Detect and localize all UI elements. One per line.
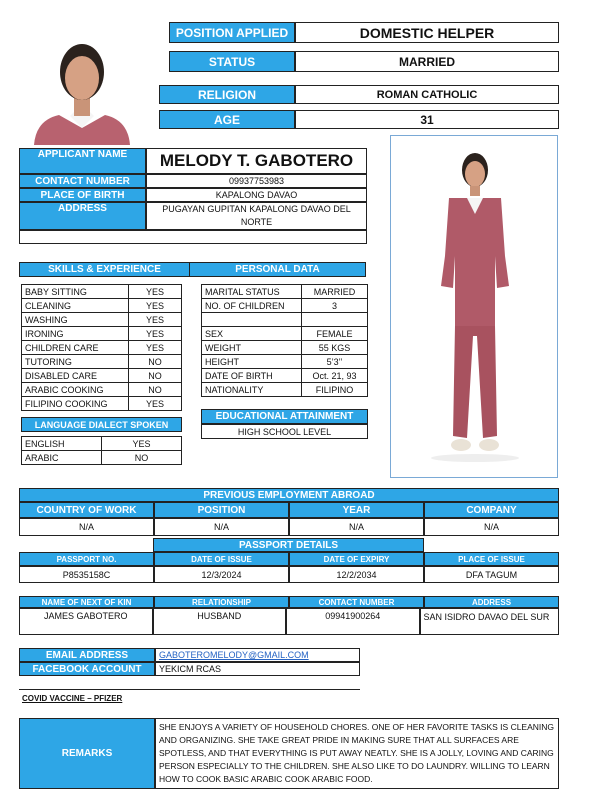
kin-cell: HUSBAND: [153, 608, 287, 635]
remarks-text: SHE ENJOYS A VARIETY OF HOUSEHOLD CHORES. ONE OF HER FAVORITE TASKS IS CLEANING AND ORGANIZING. SHE TAKE GREAT PRIDE IN MAKING SURE THAT ALL SURFACES ARE SPOTLESS, AND THAT EVERYTHING IS PUT AWAY NEATLY. SHE IS A JOLLY, LOVING AND CARING PERSON ESPECIALLY TO THE CHILDREN. SHE ALSO LIKE TO DO LAUNDRY. WILLING TO LEARN HOW TO COOK BASIC ARABIC COOK ARABIC FOOD.: [155, 718, 559, 789]
covid-vaccine: COVID VACCINE – PFIZER: [22, 694, 123, 703]
skill-row: [22, 285, 182, 299]
row-label: CLEANING: [22, 299, 129, 313]
row-value: FEMALE: [302, 327, 368, 341]
row-label: CHILDREN CARE: [22, 341, 129, 355]
row-value: 5’3’’: [302, 355, 368, 369]
personal-row: [202, 299, 368, 313]
email-value[interactable]: GABOTEROMELODY@GMAIL.COM: [155, 648, 360, 662]
row-value: FILIPINO: [302, 383, 368, 397]
kin-cell: 09941900264: [286, 608, 420, 635]
language-row: [22, 437, 182, 451]
kin-header: ADDRESS: [424, 596, 559, 608]
skill-row: [22, 341, 182, 355]
employment-cell: N/A: [289, 518, 424, 536]
age-value: 31: [295, 110, 559, 129]
status-label: STATUS: [169, 51, 295, 72]
passport-values: [19, 566, 559, 583]
row-label: ENGLISH: [22, 437, 102, 451]
row-value: YES: [129, 341, 182, 355]
kin-cell: SAN ISIDRO DAVAO DEL SUR: [420, 608, 560, 635]
row-value: YES: [129, 299, 182, 313]
row-label: IRONING: [22, 327, 129, 341]
row-label: [202, 313, 302, 327]
email-label: EMAIL ADDRESS: [19, 648, 155, 662]
applicant-name-value: MELODY T. GABOTERO: [146, 148, 367, 174]
passport-cell: 12/3/2024: [154, 566, 289, 583]
kin-header: RELATIONSHIP: [154, 596, 289, 608]
row-value: NO: [129, 355, 182, 369]
personal-row: [202, 369, 368, 383]
facebook-value: YEKICM RCAS: [155, 662, 360, 676]
kin-values: [19, 608, 559, 635]
personal-row: [202, 355, 368, 369]
row-value: MARRIED: [302, 285, 368, 299]
personal-data-title: PERSONAL DATA: [189, 262, 366, 277]
row-label: DATE OF BIRTH: [202, 369, 302, 383]
row-value: YES: [129, 285, 182, 299]
row-value: YES: [129, 327, 182, 341]
kin-cell: JAMES GABOTERO: [19, 608, 153, 635]
religion-label: RELIGION: [159, 85, 295, 104]
personal-row: [202, 327, 368, 341]
divider: [19, 689, 360, 690]
row-label: HEIGHT: [202, 355, 302, 369]
employment-header: POSITION: [154, 502, 289, 518]
contact-number-value: 09937753983: [146, 174, 367, 188]
personal-row: [202, 313, 368, 327]
status-value: MARRIED: [295, 51, 559, 72]
employment-title: PREVIOUS EMPLOYMENT ABROAD: [19, 488, 559, 502]
row-label: FILIPINO COOKING: [22, 397, 129, 411]
kin-header: CONTACT NUMBER: [289, 596, 424, 608]
row-value: NO: [129, 383, 182, 397]
skills-title: SKILLS & EXPERIENCE: [19, 262, 190, 277]
passport-header: PLACE OF ISSUE: [424, 552, 559, 566]
row-value: YES: [129, 397, 182, 411]
position-value: DOMESTIC HELPER: [295, 22, 559, 43]
skill-row: [22, 369, 182, 383]
contact-number-label: CONTACT NUMBER: [19, 174, 146, 188]
employment-cell: N/A: [424, 518, 559, 536]
language-title: LANGUAGE DIALECT SPOKEN: [21, 417, 182, 432]
passport-headers: [19, 552, 559, 566]
row-label: NATIONALITY: [202, 383, 302, 397]
row-label: BABY SITTING: [22, 285, 129, 299]
kin-header: NAME OF NEXT OF KIN: [19, 596, 154, 608]
education-title: EDUCATIONAL ATTAINMENT: [201, 409, 368, 424]
personal-data-table: [201, 284, 368, 397]
personal-row: [202, 285, 368, 299]
full-body-photo: [390, 135, 558, 478]
row-label: ARABIC: [22, 451, 102, 465]
religion-value: ROMAN CATHOLIC: [295, 85, 559, 104]
passport-title: PASSPORT DETAILS: [153, 538, 424, 552]
kin-headers: [19, 596, 559, 608]
place-of-birth-value: KAPALONG DAVAO: [146, 188, 367, 202]
employment-header: YEAR: [289, 502, 424, 518]
language-table: [21, 436, 182, 465]
passport-cell: DFA TAGUM: [424, 566, 559, 583]
remarks-label: REMARKS: [19, 718, 155, 789]
skill-row: [22, 383, 182, 397]
passport-cell: P8535158C: [19, 566, 154, 583]
skill-row: [22, 327, 182, 341]
applicant-name-label: APPLICANT NAME: [19, 148, 146, 174]
facebook-label: FACEBOOK ACCOUNT: [19, 662, 155, 676]
skill-row: [22, 355, 182, 369]
address-label: ADDRESS: [19, 202, 146, 230]
skill-row: [22, 313, 182, 327]
employment-values: [19, 518, 559, 536]
skill-row: [22, 299, 182, 313]
position-label: POSITION APPLIED: [169, 22, 295, 43]
age-label: AGE: [159, 110, 295, 129]
skill-row: [22, 397, 182, 411]
employment-cell: N/A: [154, 518, 289, 536]
personal-row: [202, 383, 368, 397]
passport-cell: 12/2/2034: [289, 566, 424, 583]
place-of-birth-label: PLACE OF BIRTH: [19, 188, 146, 202]
row-label: NO. OF CHILDREN: [202, 299, 302, 313]
blank-row: [19, 230, 367, 244]
row-value: NO: [102, 451, 182, 465]
language-row: [22, 451, 182, 465]
row-value: [302, 313, 368, 327]
skills-table: [21, 284, 182, 411]
education-value: HIGH SCHOOL LEVEL: [201, 424, 368, 439]
personal-row: [202, 341, 368, 355]
passport-header: DATE OF EXPIRY: [289, 552, 424, 566]
row-label: TUTORING: [22, 355, 129, 369]
employment-cell: N/A: [19, 518, 154, 536]
passport-header: PASSPORT NO.: [19, 552, 154, 566]
row-value: YES: [102, 437, 182, 451]
row-label: DISABLED CARE: [22, 369, 129, 383]
portrait-photo: [14, 20, 150, 145]
row-label: MARITAL STATUS: [202, 285, 302, 299]
employment-headers: [19, 502, 559, 518]
employment-header: COMPANY: [424, 502, 559, 518]
row-value: YES: [129, 313, 182, 327]
employment-header: COUNTRY OF WORK: [19, 502, 154, 518]
row-label: WEIGHT: [202, 341, 302, 355]
row-value: 55 KGS: [302, 341, 368, 355]
row-label: SEX: [202, 327, 302, 341]
row-value: Oct. 21, 93: [302, 369, 368, 383]
address-value: PUGAYAN GUPITAN KAPALONG DAVAO DEL NORTE: [146, 202, 367, 230]
row-label: ARABIC COOKING: [22, 383, 129, 397]
row-value: 3: [302, 299, 368, 313]
row-label: WASHING: [22, 313, 129, 327]
passport-header: DATE OF ISSUE: [154, 552, 289, 566]
row-value: NO: [129, 369, 182, 383]
